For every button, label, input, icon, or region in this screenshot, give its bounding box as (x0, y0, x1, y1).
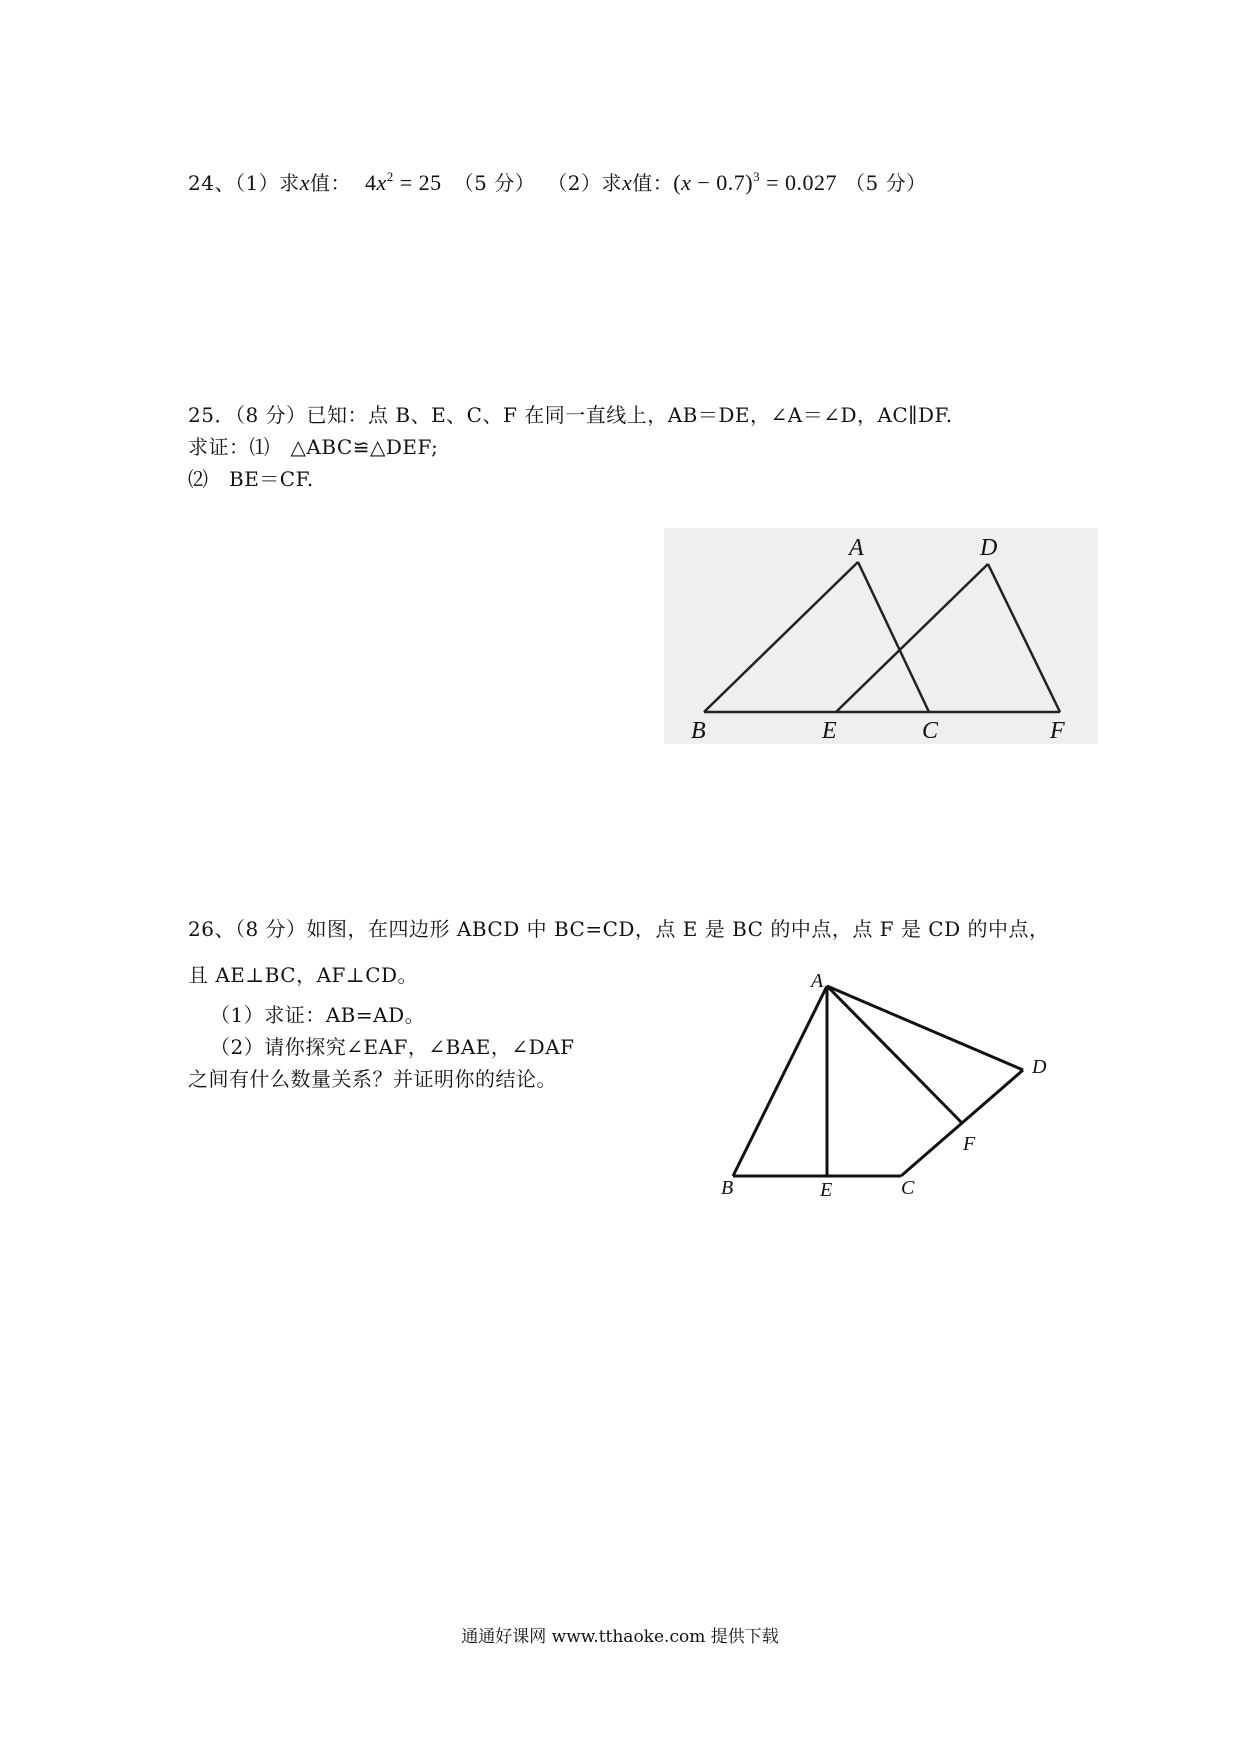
q24-part2-suffix: 值： (632, 171, 674, 195)
q25-line-3: ⑵ BE＝CF. (188, 467, 314, 491)
q25-label-A: A (849, 535, 864, 561)
q25-label-D: D (980, 535, 998, 561)
q24-equation-2: $(x - 0.7)^3 = 0.027$ (673, 169, 837, 195)
q24-part2-var: x (621, 170, 633, 195)
page-footer: 通通好课网 www.tthaoke.com 提供下载 (461, 1627, 779, 1647)
q24-part1-score: （5 分） (453, 171, 536, 195)
q24-part1-var: x (299, 170, 310, 195)
q26-line-4: （2）请你探究∠EAF，∠BAE，∠DAF (210, 1035, 575, 1059)
segment-AF (827, 986, 962, 1123)
q25-figure (664, 528, 1098, 744)
q26-label-C: C (901, 1177, 915, 1199)
q24-part1-suffix: 值： (309, 171, 351, 195)
q25-label-C: C (922, 718, 939, 744)
q26-label-B: B (721, 1177, 734, 1199)
segment-AB (733, 986, 827, 1176)
q25-line-2: 求证：⑴ △ABC≌△DEF; (188, 435, 439, 459)
segment-AD (827, 986, 1023, 1070)
q26-figure (715, 970, 1055, 1200)
q24-number: 24、 (188, 171, 235, 195)
q26-line-3: （1）求证：AB=AD。 (210, 1003, 426, 1027)
q24-line (188, 170, 927, 196)
q25-label-F: F (1050, 718, 1065, 744)
q25-label-E: E (822, 718, 837, 744)
q26-line-5: 之间有什么数量关系？并证明你的结论。 (188, 1067, 557, 1091)
q26-label-A: A (811, 970, 824, 992)
q24-equation-1: $4x^2 = 25$ (364, 169, 442, 195)
q26-label-D: D (1032, 1056, 1047, 1078)
q24-part1-label: （1）求 (234, 171, 300, 195)
q24-part2-score: （5 分） (844, 171, 927, 195)
q24-part2-label: （2）求 (547, 171, 622, 195)
q26-line-1: 26、（8 分）如图，在四边形 ABCD 中 BC=CD，点 E 是 BC 的中点，点 F 是 CD 的中点， (188, 917, 1050, 941)
q25-line-1: 25．（8 分）已知：点 B、E、C、F 在同一直线上，AB＝DE，∠A＝∠D，AC∥DF. (188, 403, 953, 427)
q25-label-B: B (691, 718, 706, 744)
q26-line-2: 且 AE⊥BC，AF⊥CD。 (188, 963, 419, 987)
q26-label-F: F (963, 1133, 976, 1155)
q26-label-E: E (820, 1179, 833, 1200)
